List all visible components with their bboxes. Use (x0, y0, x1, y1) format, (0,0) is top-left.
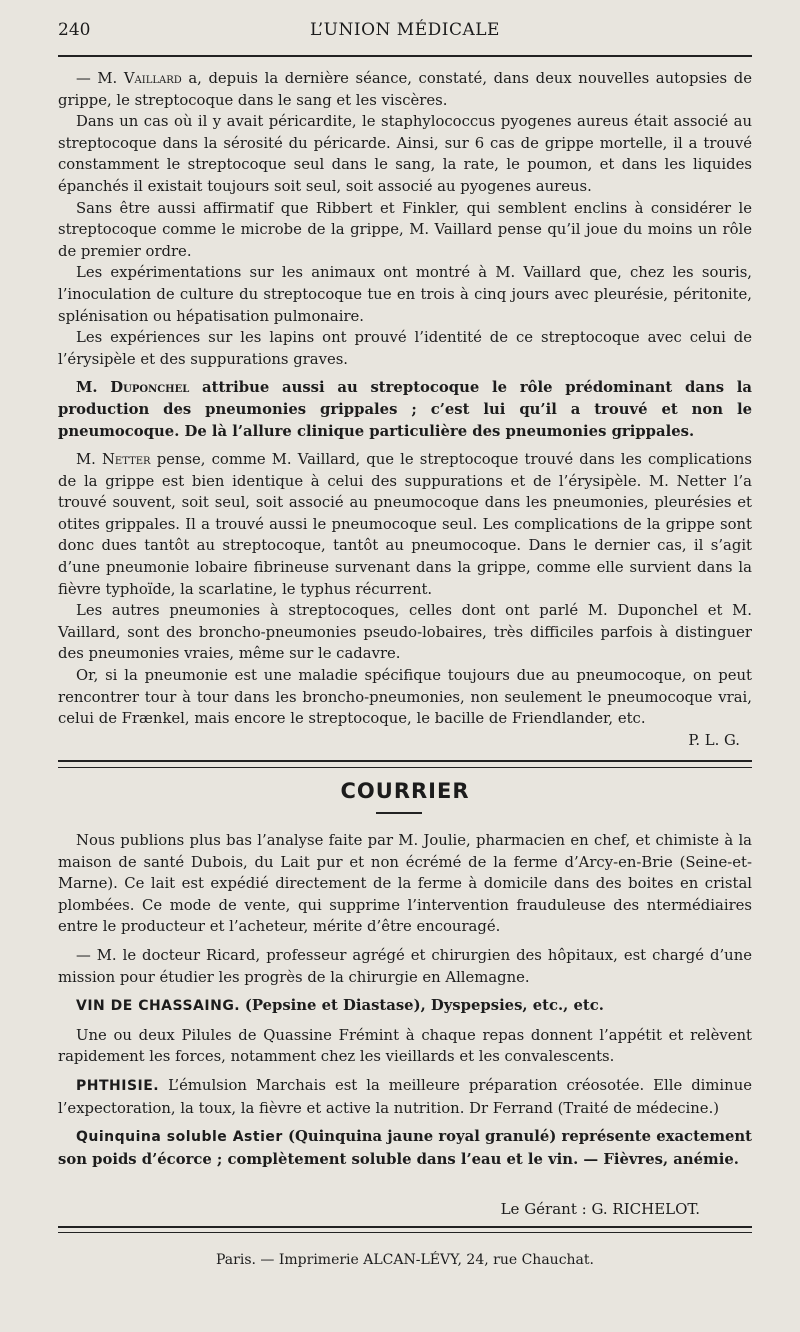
news-item: Nous publions plus bas l’analyse faite par M. Joulie, pharmacien en chef, et chimiste à la maison de santé Dubois, du Lait pur et non écrémé de la ferme d’Arcy-en-Brie (Seine-et-Marne). Ce lait est expédié directement de la ferme à domicile dans des boites en cristal plombées. Ce mode de vente, qui supprime l’intervention frauduleuse des ntermédiaires entre le producteur et l’acheteur, mérite d’être encouragé. (58, 832, 752, 936)
journal-title: L’UNION MÉDICALE (310, 20, 500, 40)
imprint-line: Paris. — Imprimerie ALCAN-LÉVY, 24, rue Chauchat. (216, 1252, 594, 1268)
ad-heading: PHTHISIE. (76, 1077, 160, 1094)
header-rule (58, 55, 752, 57)
paragraph (58, 377, 752, 442)
paragraph (58, 449, 752, 600)
ad-heading: VIN DE CHASSAING. (76, 998, 241, 1015)
article (58, 68, 752, 751)
news-item: — M. le docteur Ricard, professeur agrégé et chirurgien des hôpitaux, est chargé d’une mission pour étudier les progrès de la chirurgie en Allemagne. (58, 946, 752, 986)
paragraph: Sans être aussi affirmatif que Ribbert et Finkler, qui semblent enclins à considérer le streptocoque comme le microbe de la grippe, M. Vaillard pense qu’il joue du moins un rôle de premier ordre. (58, 199, 752, 260)
paragraph: — M. Vaillard a, depuis la dernière séance, constaté, dans deux nouvelles autopsies de grippe, le streptocoque dans le sang et les viscères. (58, 70, 752, 109)
advertisement (58, 1126, 752, 1170)
advertisement (58, 995, 752, 1018)
name-netter: M. Netter (76, 451, 151, 469)
advertisement: Une ou deux Pilules de Quassine Frémint à chaque repas donnent l’appétit et relèvent rapidement les forces, notamment chez les vieillards et les convalescents. (58, 1026, 752, 1066)
paragraph: Dans un cas où il y avait péricardite, le staphylococcus pyogenes aureus était associé au streptocoque dans la sérosité du péricarde. Ainsi, sur 6 cas de grippe mortelle, il a trouvé constamment le streptocoque seul dans le sang, la rate, le poumon, et dans les liquides épanchés il existait toujours soit seul, soit associé au pyogenes aureus. (58, 113, 752, 195)
title-underline (376, 812, 422, 814)
ad-text: L’émulsion Marchais est la meilleure préparation créosotée. Elle diminue l’expectoration, la toux, la fièvre et active la nutrition. Dr Ferrand (Traité de médecine.) (58, 1076, 752, 1117)
ad-text: (Quinquina jaune royal granulé) représente exactement son poids d’écorce ; complètement soluble dans l’eau et le vin. — Fièvres, anémie. (58, 1128, 752, 1168)
paragraph: Les autres pneumonies à streptocoques, celles dont ont parlé M. Duponchel et M. Vaillard, sont des broncho-pneumonies pseudo-lobaires, très difficiles parfois à distinguer des pneumonies vraies, même sur le cadavre. (58, 602, 752, 663)
name-duponchel: M. Duponchel (76, 379, 190, 397)
paragraph: Les expérimentations sur les animaux ont montré à M. Vaillard que, chez les souris, l’inoculation de culture du streptocoque tue en trois à cinq jours avec pleurésie, péritonite, splénisation ou hépatisation pulmonaire. (58, 264, 752, 325)
paragraph-text: pense, comme M. Vaillard, que le streptocoque trouvé dans les complications de la grippe est bien identique à celui des suppurations et de l’érysipèle. M. Netter l’a trouvé souvent, soit seul, soit associé au pneumocoque dans les pneumonies, pleurésies et otites grippales. Il a trouvé aussi le pneumocoque seul. Les complications de la grippe sont donc dues tantôt au streptocoque, tantôt au pneumocoque. Dans le dernier cas, il s’agit d’une pneumonie lobaire fibrineuse survenant dans la grippe, comme elle survient dans la fièvre typhoïde, la scarlatine, le typhus récurrent. (58, 451, 752, 598)
running-head (58, 20, 752, 46)
paragraph-text: attribue aussi au streptocoque le rôle prédominant dans la production des pneumonies grippales ; c’est lui qu’il a trouvé et non le pneumocoque. De là l’allure clinique particulière des pneumonies grippales. (58, 379, 753, 440)
ad-heading: Quinquina soluble Astier (76, 1129, 283, 1146)
paragraph-text: a, depuis la dernière séance, constaté, dans deux nouvelles autopsies de grippe, le streptocoque dans le sang et les viscères. (58, 70, 752, 109)
courrier-section (58, 830, 752, 1170)
section-title: COURRIER (340, 779, 470, 803)
page-number: 240 (58, 20, 91, 40)
signature: P. L. G. (688, 731, 740, 749)
footer-rule (58, 1226, 752, 1233)
section-rule (58, 760, 752, 768)
paragraph: Les expériences sur les lapins ont prouvé l’identité de ce streptocoque avec celui de l’érysipèle et des suppurations graves. (58, 329, 752, 368)
ad-text: (Pepsine et Diastase), Dyspepsies, etc., etc. (244, 997, 604, 1015)
advertisement (58, 1075, 752, 1119)
gerant-line: Le Gérant : G. RICHELOT. (500, 1200, 700, 1218)
name-vaillard: M. Vaillard (97, 70, 182, 87)
paragraph: Or, si la pneumonie est une maladie spécifique toujours due au pneumocoque, on peut rencontrer tour à tour dans les broncho-pneumonies, non seulement le pneumocoque vrai, celui de Frænkel, mais encore le streptocoque, le bacille de Friendlander, etc. (58, 667, 752, 728)
